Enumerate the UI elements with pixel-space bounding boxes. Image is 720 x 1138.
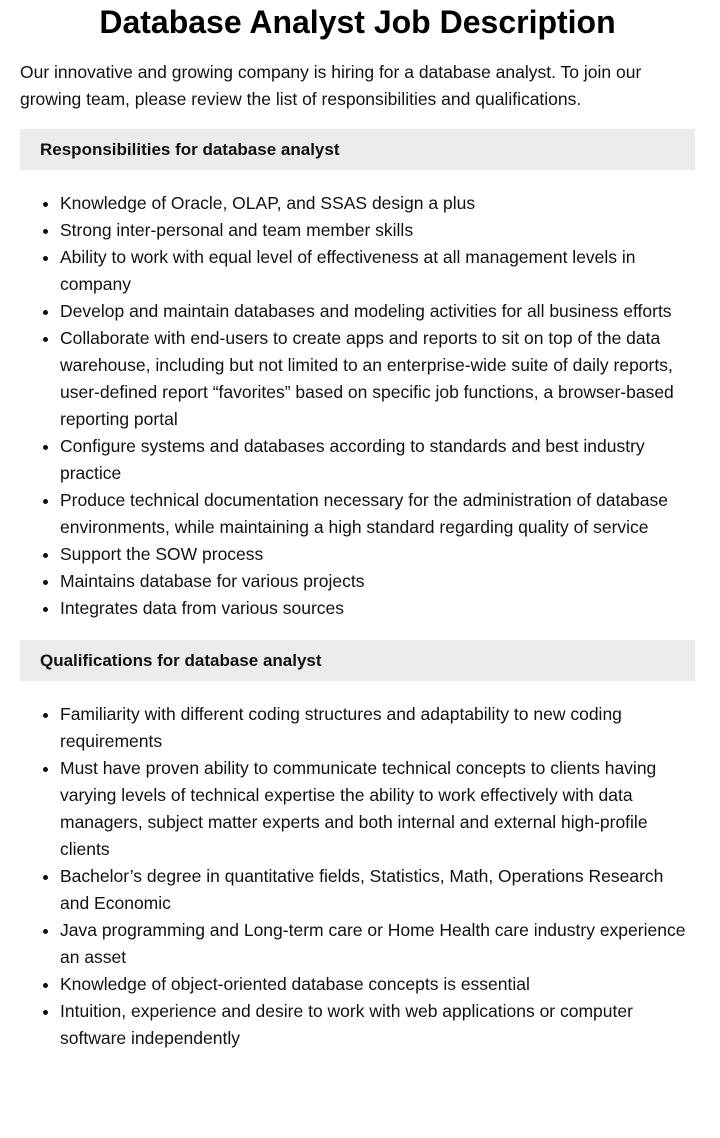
list-item: • Knowledge of Oracle, OLAP, and SSAS design a plus [60, 190, 695, 217]
list-item: • Intuition, experience and desire to work with web applications or computer software independently [60, 998, 695, 1052]
list-item: • Configure systems and databases according to standards and best industry practice [60, 433, 695, 487]
list-item: • Integrates data from various sources [60, 595, 695, 622]
page-title: Database Analyst Job Description [99, 4, 616, 40]
list-item: • Support the SOW process [60, 541, 695, 568]
qualifications-heading: Qualifications for database analyst [20, 640, 695, 681]
list-item: • Java programming and Long-term care or Home Health care industry experience an asset [60, 917, 695, 971]
list-item: • Strong inter-personal and team member skills [60, 217, 695, 244]
list-item: • Bachelor’s degree in quantitative fields, Statistics, Math, Operations Research and Economic [60, 863, 695, 917]
list-item: • Ability to work with equal level of effectiveness at all management levels in company [60, 244, 695, 298]
list-item: • Maintains database for various projects [60, 568, 695, 595]
qualifications-list [20, 701, 695, 1052]
intro-text: Our innovative and growing company is hiring for a database analyst. To join our growing team, please review the list of responsibilities and qualifications. [20, 62, 642, 109]
responsibilities-list [20, 190, 695, 622]
list-item: • Knowledge of object-oriented database concepts is essential [60, 971, 695, 998]
list-item: • Must have proven ability to communicate technical concepts to clients having varying levels of technical expertise the ability to work effectively with data managers, subject matter experts and both internal and external high-profile clients [60, 755, 695, 863]
list-item: • Collaborate with end-users to create apps and reports to sit on top of the data warehouse, including but not limited to an enterprise-wide suite of daily reports, user-defined report “favorites” based on specific job functions, a browser-based reporting portal [60, 325, 695, 433]
responsibilities-heading: Responsibilities for database analyst [20, 129, 695, 170]
list-item: • Familiarity with different coding structures and adaptability to new coding requirements [60, 701, 695, 755]
list-item: • Produce technical documentation necessary for the administration of database environments, while maintaining a high standard regarding quality of service [60, 487, 695, 541]
list-item: • Develop and maintain databases and modeling activities for all business efforts [60, 298, 695, 325]
